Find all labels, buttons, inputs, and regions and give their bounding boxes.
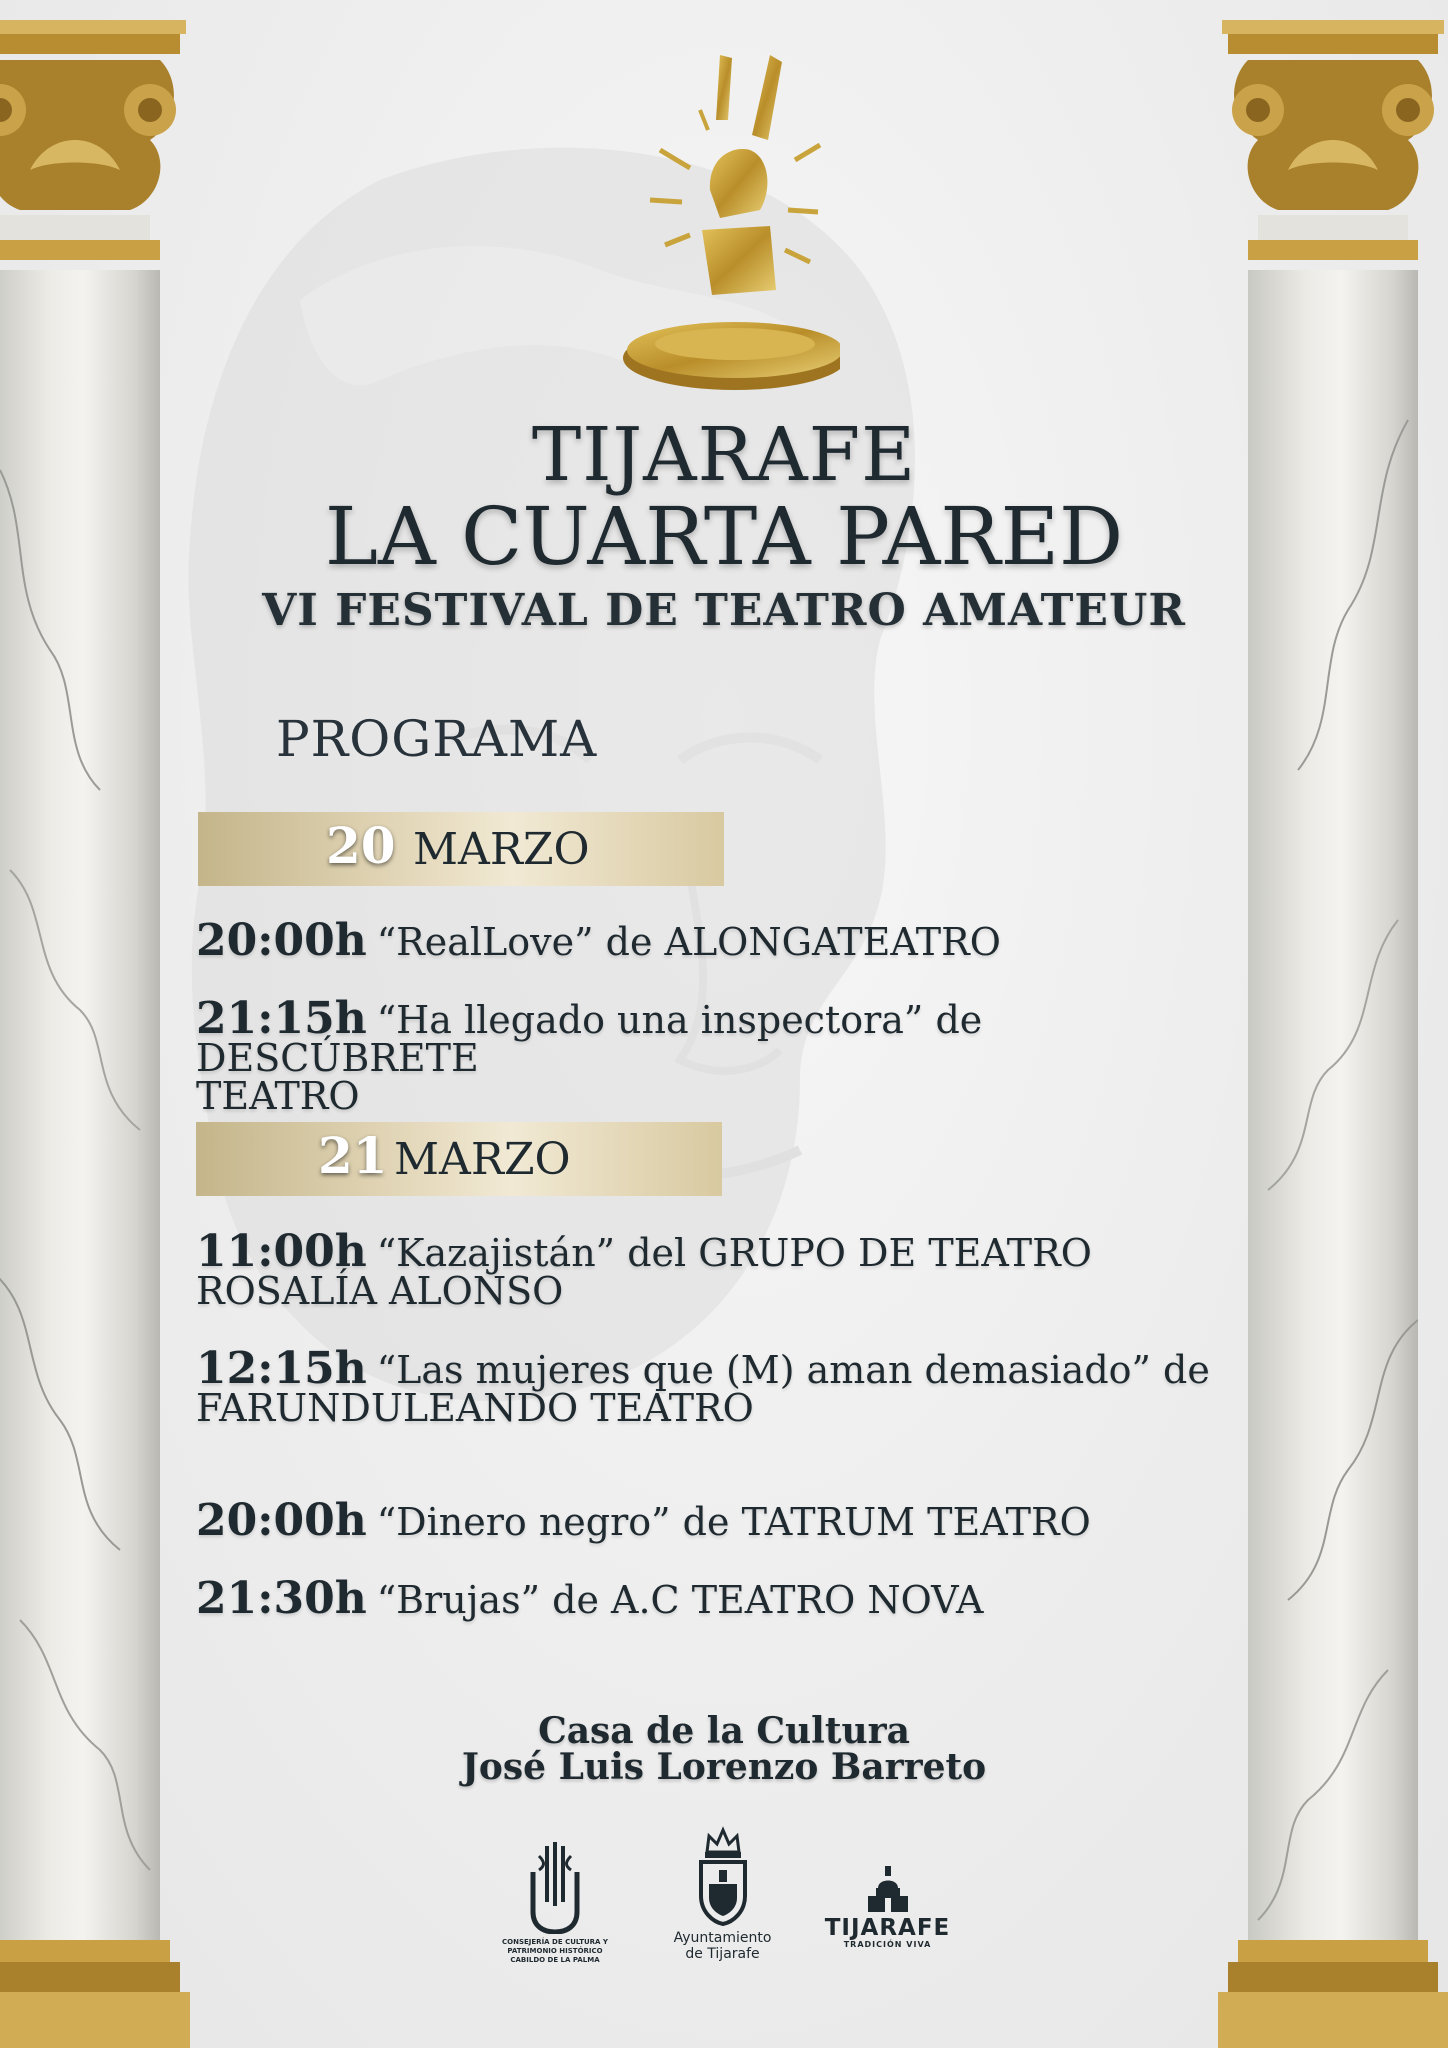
day-number: 21 (318, 1126, 388, 1185)
column-capital-icon (0, 20, 190, 270)
event-item (196, 915, 1276, 966)
venue-name: Casa de la Cultura (538, 1710, 910, 1752)
coat-of-arms-icon (695, 1826, 751, 1926)
cabildo-text-3: CABILDO DE LA PALMA (510, 1956, 600, 1964)
event-title: “Las mujeres que (M) aman demasiado” de (376, 1348, 1210, 1392)
cabildo-emblem-icon (527, 1842, 583, 1934)
day-month: MARZO (394, 1134, 571, 1185)
event-item (196, 993, 1276, 1118)
tijarafe-tagline: TRADICIÓN VIVA (843, 1940, 932, 1949)
cabildo-logo (500, 1842, 610, 1965)
day-month: MARZO (413, 824, 590, 875)
program-heading: PROGRAMA (276, 710, 598, 768)
day-number: 20 (326, 816, 396, 875)
event-item (196, 1573, 1276, 1624)
church-icon (868, 1866, 908, 1912)
cabildo-text-2: PATRIMONIO HISTÓRICO (507, 1947, 603, 1955)
day-band-21-marzo (196, 1122, 722, 1196)
title-la-cuarta-pared: LA CUARTA PARED (324, 490, 1124, 583)
event-time: 21:15h (196, 993, 367, 1044)
festival-subtitle: VI FESTIVAL DE TEATRO AMATEUR (262, 585, 1186, 636)
title-tijarafe: TIJARAFE (531, 412, 917, 498)
event-item (196, 1226, 1276, 1313)
golden-trophy-logo-icon (620, 50, 840, 395)
event-item (196, 1495, 1276, 1546)
venue-person-name: José Luis Lorenzo Barreto (461, 1746, 987, 1788)
event-time: 20:00h (196, 915, 367, 966)
column-capital-icon (1218, 20, 1448, 270)
ayuntamiento-logo (660, 1826, 785, 1962)
column-base-icon (0, 1940, 190, 2048)
event-title: “RealLove” de ALONGATEATRO (376, 920, 1001, 964)
event-title-continued: TEATRO (196, 1074, 360, 1118)
event-title-continued: FARUNDULEANDO TEATRO (196, 1386, 754, 1430)
tijarafe-brand-name: TIJARAFE (824, 1915, 951, 1941)
event-time: 21:30h (196, 1573, 367, 1624)
cabildo-text-1: CONSEJERÍA DE CULTURA Y (502, 1938, 608, 1946)
tijarafe-brand-logo (815, 1866, 960, 1949)
event-title: “Kazajistán” del GRUPO DE TEATRO (376, 1231, 1092, 1275)
event-time: 11:00h (196, 1226, 367, 1277)
day-band-20-marzo (198, 812, 724, 886)
event-title: “Ha llegado una inspectora” de DESCÚBRETE (196, 998, 983, 1080)
event-time: 12:15h (196, 1343, 367, 1394)
ayuntamiento-text-2: de Tijarafe (685, 1946, 760, 1962)
event-title: “Dinero negro” de TATRUM TEATRO (376, 1500, 1091, 1544)
ayuntamiento-text-1: Ayuntamiento (673, 1930, 772, 1946)
event-item (196, 1343, 1276, 1430)
event-title-continued: ROSALÍA ALONSO (196, 1269, 564, 1313)
column-base-icon (1218, 1940, 1448, 2048)
event-title: “Brujas” de A.C TEATRO NOVA (376, 1578, 984, 1622)
event-time: 20:00h (196, 1495, 367, 1546)
